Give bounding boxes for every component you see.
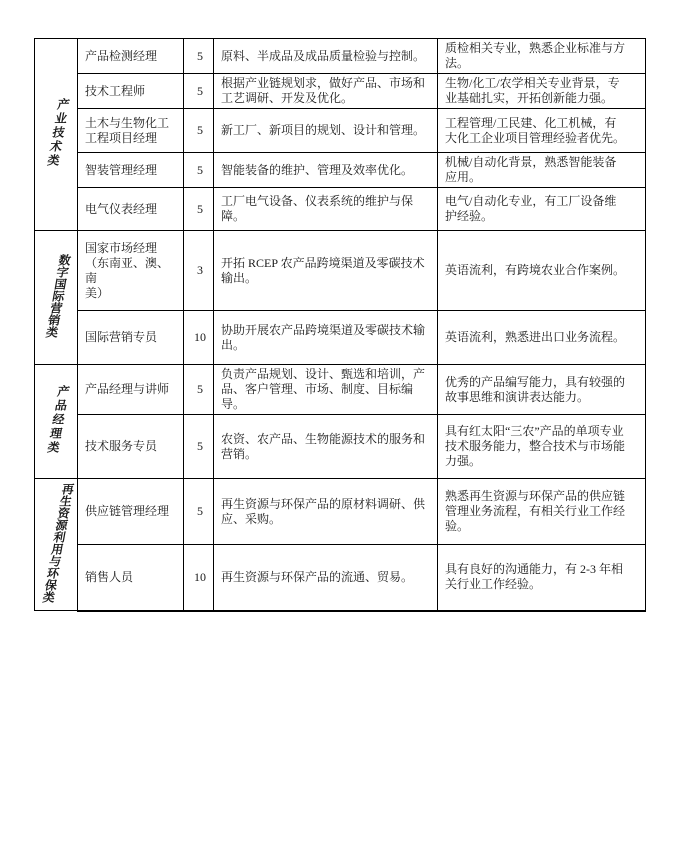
headcount-cell: 5 bbox=[184, 188, 214, 231]
job-duty-cell: 新工厂、新项目的规划、设计和管理。 bbox=[214, 109, 438, 153]
job-duty-cell: 农资、农产品、生物能源技术的服务和 营销。 bbox=[214, 415, 438, 479]
table-row bbox=[35, 74, 646, 109]
category-cell bbox=[35, 231, 78, 365]
headcount-cell: 10 bbox=[184, 545, 214, 611]
job-title-cell: 智装管理经理 bbox=[78, 153, 184, 188]
job-requirement-cell: 具有良好的沟通能力，有 2-3 年相 关行业工作经验。 bbox=[438, 545, 646, 611]
job-requirement-cell: 英语流利，有跨境农业合作案例。 bbox=[438, 231, 646, 311]
job-duty-cell: 协助开展农产品跨境渠道及零碳技术输 出。 bbox=[214, 311, 438, 365]
job-title-cell: 销售人员 bbox=[78, 545, 184, 611]
table-row bbox=[35, 188, 646, 231]
headcount-cell: 5 bbox=[184, 109, 214, 153]
job-requirement-cell: 优秀的产品编写能力，具有较强的 故事思维和演讲表达能力。 bbox=[438, 365, 646, 415]
table-row bbox=[35, 231, 646, 311]
headcount-cell: 5 bbox=[184, 74, 214, 109]
category-label: 再生资源利用与环保类 bbox=[39, 482, 76, 603]
job-duty-cell: 负责产品规划、设计、甄选和培训，产 品、客户管理、市场、制度、目标编 导。 bbox=[214, 365, 438, 415]
job-requirement-cell: 熟悉再生资源与环保产品的供应链 管理业务流程，有相关行业工作经 验。 bbox=[438, 479, 646, 545]
job-title-cell: 技术工程师 bbox=[78, 74, 184, 109]
headcount-cell: 5 bbox=[184, 415, 214, 479]
headcount-cell: 5 bbox=[184, 39, 214, 74]
category-label: 数字国际营销类 bbox=[43, 253, 72, 338]
table-row bbox=[35, 415, 646, 479]
headcount-cell: 5 bbox=[184, 153, 214, 188]
job-requirement-cell: 具有红太阳“三农”产品的单项专业 技术服务能力，整合技术与市场能 力强。 bbox=[438, 415, 646, 479]
category-cell bbox=[35, 479, 78, 611]
table-row bbox=[35, 39, 646, 74]
job-duty-cell: 再生资源与环保产品的原材料调研、供 应、采购。 bbox=[214, 479, 438, 545]
recruitment-table bbox=[34, 38, 646, 612]
job-title-cell: 电气仪表经理 bbox=[78, 188, 184, 231]
table-row bbox=[35, 153, 646, 188]
job-duty-cell: 根据产业链规划求，做好产品、市场和 工艺调研、开发及优化。 bbox=[214, 74, 438, 109]
job-duty-cell: 原料、半成品及成品质量检验与控制。 bbox=[214, 39, 438, 74]
headcount-cell: 10 bbox=[184, 311, 214, 365]
job-requirement-cell: 工程管理/工民建、化工机械，有 大化工企业项目管理经验者优先。 bbox=[438, 109, 646, 153]
job-requirement-cell: 生物/化工/农学相关专业背景，专 业基础扎实，开拓创新能力强。 bbox=[438, 74, 646, 109]
category-label: 产业技术类 bbox=[44, 97, 72, 168]
job-title-cell: 技术服务专员 bbox=[78, 415, 184, 479]
job-requirement-cell: 电气/自动化专业，有工厂设备维 护经验。 bbox=[438, 188, 646, 231]
table-row bbox=[35, 479, 646, 545]
headcount-cell: 5 bbox=[184, 479, 214, 545]
table-row bbox=[35, 109, 646, 153]
job-duty-cell: 智能装备的维护、管理及效率优化。 bbox=[214, 153, 438, 188]
headcount-cell: 3 bbox=[184, 231, 214, 311]
job-requirement-cell: 英语流利，熟悉进出口业务流程。 bbox=[438, 311, 646, 365]
job-duty-cell: 再生资源与环保产品的流通、贸易。 bbox=[214, 545, 438, 611]
job-duty-cell: 工厂电气设备、仪表系统的维护与保 障。 bbox=[214, 188, 438, 231]
job-duty-cell: 开拓 RCEP 农产品跨境渠道及零碳技术 输出。 bbox=[214, 231, 438, 311]
table-row bbox=[35, 311, 646, 365]
job-title-cell: 国家市场经理 （东南亚、澳、南 美） bbox=[78, 231, 184, 311]
category-cell bbox=[35, 39, 78, 231]
category-label: 产品经理类 bbox=[44, 384, 72, 455]
job-title-cell: 国际营销专员 bbox=[78, 311, 184, 365]
headcount-cell: 5 bbox=[184, 365, 214, 415]
job-requirement-cell: 机械/自动化背景，熟悉智能装备 应用。 bbox=[438, 153, 646, 188]
job-title-cell: 产品经理与讲师 bbox=[78, 365, 184, 415]
job-requirement-cell: 质检相关专业，熟悉企业标准与方 法。 bbox=[438, 39, 646, 74]
job-title-cell: 产品检测经理 bbox=[78, 39, 184, 74]
table-row bbox=[35, 365, 646, 415]
job-title-cell: 土木与生物化工 工程项目经理 bbox=[78, 109, 184, 153]
table-row bbox=[35, 545, 646, 611]
category-cell bbox=[35, 365, 78, 479]
job-title-cell: 供应链管理经理 bbox=[78, 479, 184, 545]
